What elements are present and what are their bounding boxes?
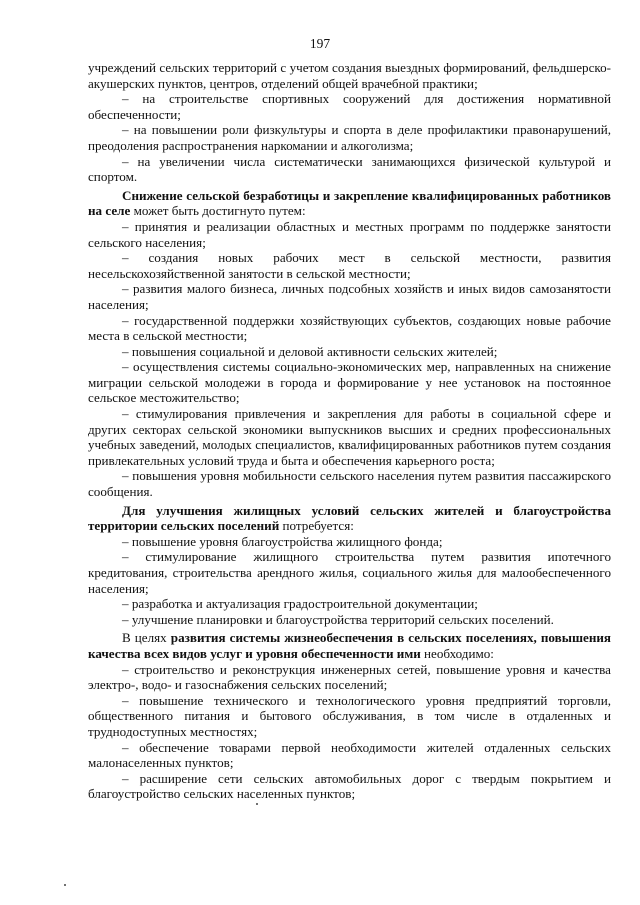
- text-run: – улучшение планировки и благоустройства территорий сельских поселений.: [122, 611, 554, 627]
- bold-text-run: Для улучшения жилищных условий сельских жителей и благоустройства территории сельских поселений: [88, 502, 611, 534]
- paragraph: [88, 612, 611, 628]
- paragraph: [88, 740, 611, 771]
- paragraph: [88, 503, 611, 534]
- paragraph: [88, 662, 611, 693]
- text-run: – на повышении роли физкультуры и спорта в деле профилактики правонарушений, преодоления распространения наркомании и алкоголизма;: [88, 122, 611, 153]
- text-run: – обеспечение товарами первой необходимости жителей отдаленных сельских малонаселенных пунктов;: [88, 739, 611, 771]
- body-text: [88, 60, 611, 802]
- text-run: необходимо:: [420, 645, 494, 661]
- text-run: – повышения уровня мобильности сельского населения путем развития пассажирского сообщения.: [88, 468, 611, 500]
- text-run: – повышения социальной и деловой активности сельских жителей;: [122, 343, 498, 359]
- paragraph: [88, 188, 611, 219]
- text-run: – строительство и реконструкция инженерных сетей, повышение уровня и качества электро-, водо- и газоснабжения сельских поселений;: [88, 661, 611, 693]
- text-run: В целях: [122, 630, 171, 646]
- text-run: – государственной поддержки хозяйствующих субъектов, создающих новые рабочие места в сельской местности;: [88, 312, 611, 344]
- paragraph: [88, 549, 611, 596]
- paragraph: [88, 630, 611, 661]
- paragraph: [88, 122, 611, 153]
- scan-dust-mark: [256, 803, 258, 805]
- text-run: – принятия и реализации областных и местных программ по поддержке занятости сельского населения;: [88, 218, 611, 250]
- text-run: – на увеличении числа систематически занимающихся физической культурой и спортом.: [88, 153, 611, 185]
- text-run: – осуществления системы социально-экономических мер, направленных на снижение миграции сельской молодежи в города и формирование у нее установок на постоянное сельское местожительство;: [88, 359, 611, 406]
- paragraph: [88, 313, 611, 344]
- text-run: потребуется:: [279, 518, 354, 534]
- text-run: учреждений сельских территорий с учетом создания выездных формирований, фельдшерско-акушерских пунктов, центров, отделений общей врачебной практики;: [88, 60, 611, 91]
- text-run: – повышение уровня благоустройства жилищного фонда;: [122, 533, 443, 549]
- text-run: – разработка и актуализация градостроительной документации;: [122, 596, 478, 612]
- text-run: – стимулирование жилищного строительства путем развития ипотечного кредитования, строительства арендного жилья, социального жилья для малообеспеченного населения;: [88, 549, 611, 596]
- paragraph: [88, 60, 611, 91]
- paragraph: [88, 534, 611, 550]
- paragraph: [88, 693, 611, 740]
- paragraph: [88, 596, 611, 612]
- text-run: – повышение технического и технологического уровня предприятий торговли, общественного питания и бытового обслуживания, в том числе в отдаленных и труднодоступных местностях;: [88, 692, 611, 739]
- paragraph: [88, 406, 611, 468]
- text-run: – развития малого бизнеса, личных подсобных хозяйств и иных видов самозанятости населения;: [88, 281, 611, 312]
- paragraph: [88, 281, 611, 312]
- page-number: 197: [309, 36, 331, 51]
- paragraph: [88, 219, 611, 250]
- paragraph: [88, 771, 611, 802]
- text-run: – расширение сети сельских автомобильных дорог с твердым покрытием и благоустройство сельских населенных пунктов;: [88, 770, 611, 802]
- paragraph: [88, 154, 611, 185]
- bold-text-run: Снижение сельской безработицы и закрепление квалифицированных работников на селе: [88, 187, 611, 219]
- paragraph: [88, 250, 611, 281]
- paragraph: [88, 468, 611, 499]
- paragraph: [88, 359, 611, 406]
- text-run: может быть достигнуто путем:: [130, 203, 306, 219]
- bold-text-run: развития системы жизнеобеспечения в сельских поселениях, повышения качества всех видов услуг и уровня обеспеченности ими: [88, 630, 611, 661]
- text-run: – на строительстве спортивных сооружений для достижения нормативной обеспеченности;: [88, 91, 611, 122]
- text-run: – создания новых рабочих мест в сельской местности, развития несельскохозяйственной занятости в сельской местности;: [88, 250, 611, 281]
- text-run: – стимулирования привлечения и закрепления для работы в социальной сфере и других секторах сельской экономики выпускников высших и средних профессиональных учебных заведений, молодых специалистов, квалифицированных работников путем создания привлекательных условий труда и быта и обеспечения карьерного роста;: [88, 406, 611, 468]
- paragraph: [88, 344, 611, 360]
- scan-dust-mark: [64, 884, 66, 886]
- paragraph: [88, 91, 611, 122]
